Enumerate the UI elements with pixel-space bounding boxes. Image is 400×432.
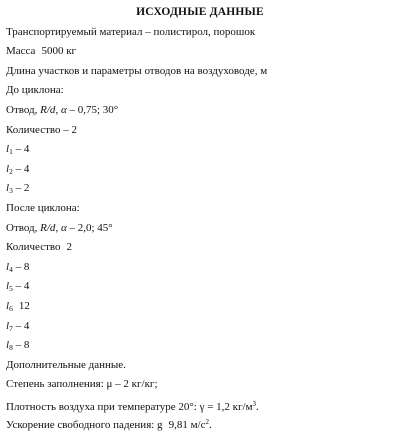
gravity-value: 9,81 м/с: [168, 419, 206, 431]
bend2-ratio: R/d: [40, 222, 56, 234]
l2-value: – 4: [15, 163, 30, 175]
material-line: Транспортируемый материал – полистирол, порошок: [6, 26, 256, 38]
l6-index: 6: [9, 304, 13, 313]
count1-value: – 2: [63, 124, 78, 136]
count1-label: Количество: [6, 124, 61, 136]
l1-value: – 4: [15, 143, 30, 155]
gravity-text: Ускорение свободного падения: g: [6, 419, 163, 431]
l2-symbol: l: [6, 163, 10, 175]
l4-symbol: l: [6, 261, 10, 273]
air-density-end: .: [256, 401, 259, 413]
l1-symbol: l: [6, 143, 10, 155]
count2-label: Количество: [6, 241, 61, 253]
mass-label: Масса: [6, 45, 36, 57]
l3-symbol: l: [6, 182, 10, 194]
l7-symbol: l: [6, 320, 10, 332]
l8-index: 8: [9, 343, 13, 352]
l6-line: [6, 300, 30, 315]
count2-value: 2: [66, 241, 73, 253]
bend2-line: Отвод, R/d, α – 2,0; 45°: [6, 222, 113, 234]
count2-line: [6, 241, 72, 254]
after-cyclone-label: После циклона:: [6, 202, 80, 214]
l5-index: 5: [9, 284, 13, 293]
l6-value: 12: [18, 300, 30, 312]
lengths-header: Длина участков и параметры отводов на воздуховоде, м: [6, 65, 268, 77]
l7-index: 7: [9, 324, 13, 333]
l8-value: – 8: [15, 339, 30, 351]
l2-index: 2: [9, 167, 13, 176]
l1-line: [6, 143, 29, 158]
l4-value: – 8: [15, 261, 30, 273]
l1-index: 1: [9, 147, 13, 156]
before-cyclone-label: До циклона:: [6, 84, 64, 96]
l3-index: 3: [9, 186, 13, 195]
document-title: ИСХОДНЫЕ ДАННЫЕ: [136, 6, 264, 18]
bend1-alpha: α: [60, 104, 67, 116]
fill-degree-line: Степень заполнения: μ – 2 кг/кг;: [6, 378, 158, 390]
bend1-prefix: Отвод,: [6, 104, 41, 116]
l3-value: – 2: [15, 182, 30, 194]
air-density-exponent: 3: [252, 400, 257, 408]
l8-line: [6, 339, 29, 354]
air-density-line: [6, 398, 259, 414]
gravity-exponent: 2: [205, 418, 209, 426]
bend2-prefix: Отвод,: [6, 222, 41, 234]
bend1-ratio: R/d: [40, 104, 56, 116]
l5-symbol: l: [6, 280, 10, 292]
l3-line: [6, 182, 29, 197]
l5-line: [6, 280, 29, 295]
l8-symbol: l: [6, 339, 10, 351]
l2-line: [6, 163, 29, 178]
additional-data-label: Дополнительные данные.: [6, 359, 126, 371]
bend1-line: Отвод, R/d, α – 0,75; 30°: [6, 104, 119, 116]
l5-value: – 4: [15, 280, 30, 292]
mass-line: [6, 45, 76, 58]
count1-line: [6, 124, 77, 137]
l4-index: 4: [9, 265, 13, 274]
bend1-values: – 0,75; 30°: [69, 104, 119, 116]
l6-symbol: l: [6, 300, 10, 312]
air-density-text: Плотность воздуха при температуре 20°: γ = 1,2 кг/м: [6, 401, 253, 413]
bend2-alpha: α: [60, 222, 67, 234]
gravity-end: .: [208, 419, 212, 431]
l7-line: [6, 320, 29, 335]
l4-line: [6, 261, 29, 276]
l7-value: – 4: [15, 320, 30, 332]
mass-value: 5000 кг: [41, 45, 77, 57]
bend2-values: – 2,0; 45°: [69, 222, 113, 234]
